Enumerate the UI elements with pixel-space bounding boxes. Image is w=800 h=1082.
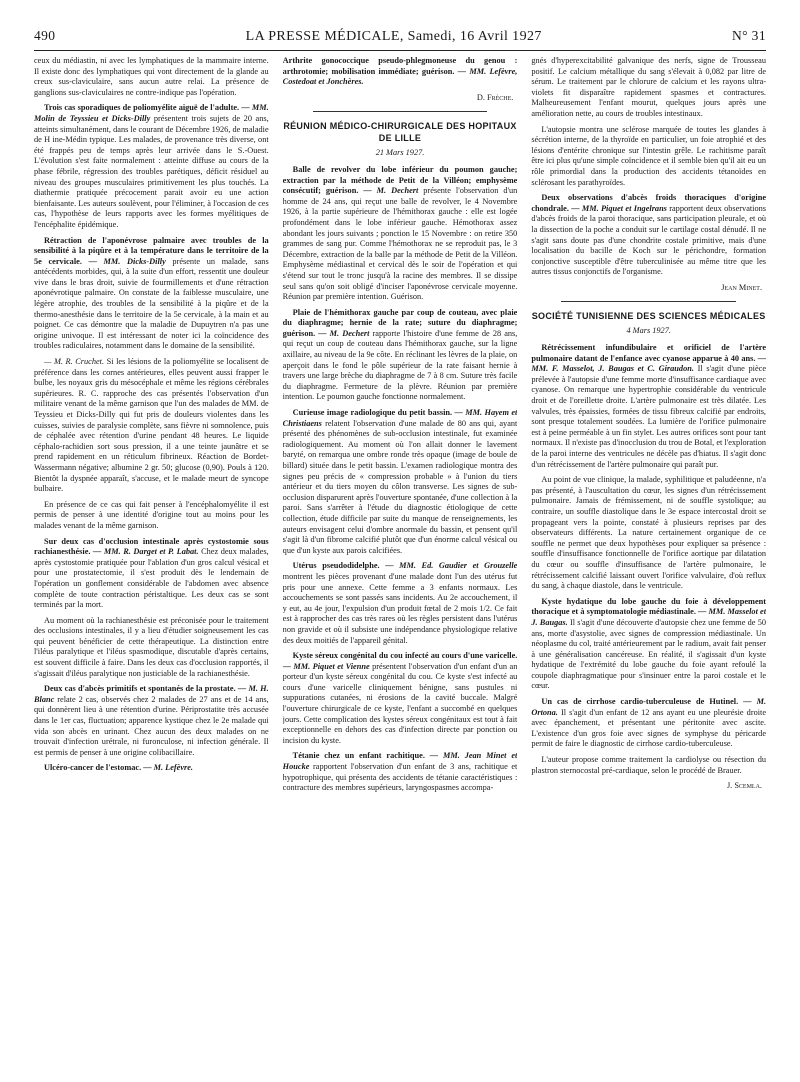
paragraph: ceux du médiastin, ni avec les lymphatiques de la mammaire interne. Il existe donc des lymphatiques qui vont directement de la glande au creux sus-claviculaire, sans aucun autre relai. La présence de ganglions sus-claviculaires ne contre-indique pas l'opération. <box>34 56 269 97</box>
article-uterus <box>283 561 518 646</box>
article-aponevrose <box>34 236 269 353</box>
article-text: Il s'agit d'une découverte d'autopsie chez une femme de 50 ans, morte d'asystolie, avec signes de compression médiastinale. Un néoplasme du col, traité antérieurement par le radium, avait fait penser à une généralisation cancéreuse. En réalité, il s'agissait d'un kyste hydatique de l'extrémité du lobe gauche du foie ayant refoulé la coupole diaphragmatique pour s'insinuer entre la paroi costale et le cœur. <box>531 617 767 691</box>
paragraph: gnés d'hyperexcitabilité galvanique des nerfs, signe de Trousseau positif. Le calcium métallique du sang s'élevait à 0,082 par litre de sérum. Le traitement par le chlorure de calcium et les rayons ultra-violets fit disparaître rapidement spasmes et contractures. Malheureusement l'enfant mourut, quelques jours après une amélioration nette, au cours de troubles intestinaux. <box>531 56 767 118</box>
article-text: présentent l'observation d'un enfant d'un an porteur d'un kyste séreux congénital du cou. Ce kyste s'est infecté au cours d'une varicelle cliniquement bénigne, sans pustules ni suppurations cutanées, ni érosions de la cavité buccale. Malgré l'ouverture chirurgicale de ce kyste, l'enfant a succombé en quelques jours. Cette complication des kystes séreux congénitaux est tout à fait exceptionnelle en dehors des cas d'infection directe par ponction ou incision du kyste. <box>282 661 518 745</box>
article-text: relate 2 cas, observés chez 2 malades de 27 ans et de 14 ans, qui donnèrent lieu à une rétention d'urine. Périprostatite très accusée dans le 1er cas, fluctuation; apparence kystique chez le 2e malade qui vida son abcès en urinant. Chez aucun des deux malades on ne trouvait d'infection urétrale, ni furonculose, ni infection générale. Il est permis de penser à une origine colibacillaire. <box>34 694 269 757</box>
article-columns <box>34 56 766 1076</box>
section-date: 4 Mars 1927. <box>626 326 671 336</box>
article-text: rapportent deux observations d'abcès froids de la paroi thoracique, sans participation pleurale, et où la dissection de la poche a conduit sur le cartilage costal dénudé. Il ne s'agit sans doute pas d'une chondrite costale primitive, mais d'une localisation du bacille de Koch sur le périchondre, formation conjonctive susceptible d'être tuberculinisée au même titre que les autres tissus conjonctifs de l'organisme. <box>531 203 767 277</box>
paragraph: En présence de ce cas qui fait penser à l'encéphalomyélite il est permis de penser à une identité d'origine tout au moins pour les malades venant de la même garnison. <box>34 499 269 530</box>
article-authors: — MM. Ed. Gaudier et Grouzelle <box>385 561 518 571</box>
article-title: Deux cas d'abcès primitifs et spontanés de la prostate. <box>44 684 236 694</box>
column-3 <box>531 56 766 1076</box>
article-title: Ulcéro-cancer de l'estomac. <box>44 763 142 773</box>
article-authors: — MM. F. Masselot, J. Baugas et C. Giraudon. <box>531 353 767 374</box>
article-title: Sur deux cas d'occlusion intestinale après cystostomie sous rachianesthésie. <box>34 536 269 557</box>
article-text: Chez deux malades, après cystostomie pratiquée pour l'ablation d'un gros calcul vésical et pour une prostatectomie, il s'est produit dès le lendemain de l'opération un gonflement considérable de l'abdomen avec absence complète de toute contraction péristaltique. Les deux cas se sont terminés par la mort. <box>34 547 269 610</box>
divider <box>561 301 736 302</box>
article-plaie-hemithorax <box>283 308 518 403</box>
article-text: présente l'observation d'un homme de 24 ans, qui reçut une balle de revolver, le 4 Novembre 1926, à la partie supérieure de l'hémithorax gauche : elle est logée profondément dans le lobe inférieur gauche. Hémothorax assez abondant les jours suivants ; ponction le 15 Novembre : on retire 350 grammes de sang pur. Comme l'hémothorax ne se reproduit pas, le 3 Décembre, extraction de la balle par la méthode de Petit de la Villéon. Emphysème médiastinal et cervical dès le soir de l'opération et qui s'étend sur tout le tronc jusqu'à la racine des membres. Il se dissipe seul sans qu'on soit obligé d'inciser l'aponévrose cervicale moyenne. Réunion par première intention. Guérison. <box>282 186 518 302</box>
article-title: Rétrécissement infundibulaire et orificiel de l'artère pulmonaire datant de l'enfance avec cyanose apparue à 40 ans. <box>531 343 767 363</box>
issue-number: N° 31 <box>731 28 766 43</box>
article-kyste-hydatique <box>531 597 766 692</box>
article-authors: — MM. R. Darget et P. Labat. <box>93 547 199 557</box>
article-authors: — M. Lefèvre. <box>143 763 193 773</box>
section-date: 21 Mars 1927. <box>375 148 425 158</box>
article-title: Tétanie chez un enfant rachitique. <box>292 751 425 761</box>
article-text: rapporte l'histoire d'une femme de 28 ans, qui reçut un coup de couteau dans l'hémithorax gauche, sur la ligne axillaire, au niveau de la 9e côte. En réclinant les lèvres de la plaie, on aperçoit dans le fond le pôle supérieur de la rate faisant hernie à travers une large brèche du diaphragme de 7 à 8 cm. Suture très facile du diaphragme. Fermeture de la plèvre. Réunion par première intention. Le poumon gauche fonctionne normalement. <box>282 328 518 402</box>
article-text: Si les lésions de la poliomyélite se localisent de préférence dans les cornes antérieures, elles peuvent aussi frapper le bulbe, les noyaux gris du mésocéphale et même les régions cérébrales supérieures. R. C. rapproche des cas présentés l'observation d'un militaire venant de la même garnison que l'un des malades de MM. de Teyssieu et Dicks-Dilly qui fut pris de douleurs violentes dans les cuisses, suivies de paralysie complète, sans fièvre ni somnolence, puis de céphalée avec rétention d'urine pendant 48 heures. Le liquide céphalo-rachidien sort sous pression, il a une teinte jaunâtre et se prend rapidement en un réticulum fibrineux. Réaction de Bordet-Wassermann négative; albumine 2 gr. 50; glucose (0,90). Pouls à 120. Bientôt la dyspnée apparaît, s'accuse, et le malade meurt de syncope bulbaire. <box>34 357 269 494</box>
article-prostate <box>34 684 269 758</box>
article-text: relatent l'observation d'une malade de 80 ans qui, ayant présenté des phénomènes de sub-occlusion intestinale, fut examinée radiologiquement. Au moment où l'on allait donner le lavement baryté, on remarqua une ombre ronde très opaque (image de boule de billard) située dans le petit bassin. L'examen radiologique montra des signes peu précis de « compression probable » à l'union du tiers antérieur et du tiers moyen du côlon transverse. Les signes de sub-occlusion disparurent après l'ouverture spontanée, d'une collection à la paroi. Sans s'arrêter à l'étude du diagnostic étiologique de cette collection, étude difficile par suite du manque de renseignements, les auteurs envisagent celui d'ombre anormale du bassin, et pensent qu'il s'agit là d'un fibrome calcifié plutôt que d'un énorme calcul vésical ou que d'un kyste aux parois calcifiées. <box>282 418 518 555</box>
article-tetanie <box>283 751 518 793</box>
article-text: présente un malade, sans antécédents morbides, qui, à la suite d'un effort, ressentit une douleur vive dans le bras droit, suivie de fourmillements et d'une rétraction aponévrotique palmaire. On constate de la faiblesse musculaire, une légère atrophie, des troubles de la sensibilité à la piqûre et de la thermo-anesthésie dans le territoire de la 5e cervicale, à la main et au poignet. Ce cas démontre que la maladie de Dupuytren n'a pas une origine univoque. Il est intéressant de noter ici la coïncidence des troubles radiculaires, notamment dans le domaine de la sensibilité. <box>34 256 269 351</box>
article-title: Kyste hydatique du lobe gauche du foie à développement thoracique et à symptomatologie médiastinale. <box>531 596 767 617</box>
article-authors: — M. Ortona. <box>531 697 767 717</box>
article-authors: — MM. Lefèvre, Costedoat et Jonchères. <box>282 66 518 87</box>
article-authors: — MM. Hayem et Christiaens <box>282 408 518 428</box>
article-title: Deux observations d'abcès froids thoraciques d'origine chondrale. <box>531 193 767 213</box>
article-occlusion <box>34 537 269 611</box>
article-title: Rétraction de l'aponévrose palmaire avec troubles de la sensibilité à la piqûre et à la température dans le territoire de la 5e cervicale. <box>34 235 269 266</box>
section-heading: SOCIÉTÉ TUNISIENNE DES SCIENCES MÉDICALES <box>531 311 766 322</box>
article-kyste-sereux <box>283 651 518 746</box>
article-authors: — MM. Molin de Teyssieu et Dicks-Dilly <box>34 103 269 123</box>
article-title: Arthrite gonococcique pseudo-phlegmoneuse du genou : arthrotomie; mobilisation immédiate; guérison. <box>282 56 518 76</box>
page-number: 490 <box>34 28 56 43</box>
signature: Jean Minet. <box>721 282 763 292</box>
article-title: Kyste séreux congénital du cou infecté au cours d'une varicelle. <box>292 651 518 661</box>
article-authors: — MM. Piquet et Ingelrans <box>571 203 667 213</box>
divider <box>313 111 488 112</box>
column-2 <box>283 56 518 1076</box>
article-authors: — M. R. Cruchet. <box>44 357 105 367</box>
article-authors: — MM. Jean Minet et Houcke <box>282 751 518 772</box>
article-text: rapportent l'observation d'un enfant de 3 ans, rachitique et hypotrophique, qui présenta des accidents de tétanie caractéristiques : contracture des membres supérieurs, laryngospasmes accompa- <box>282 762 518 793</box>
article-balle-revolver <box>283 165 518 303</box>
paragraph: L'auteur propose comme traitement la cardiolyse ou résection du plastron sternocostal pré-cardiaque, selon le procédé de Brauer. <box>531 755 767 775</box>
article-image-radiologique <box>283 408 518 556</box>
article-title: Utérus pseudodidelphe. <box>292 561 380 571</box>
article-title: Curieuse image radiologique du petit bassin. <box>292 408 453 418</box>
article-title: Plaie de l'hémithorax gauche par coup de couteau, avec plaie du diaphragme; hernie de la rate; suture du diaphragme; guérison. <box>282 307 518 338</box>
article-ulcero-cancer <box>34 763 269 774</box>
column-1 <box>34 56 269 1076</box>
article-authors: — M. Dechert <box>363 186 419 196</box>
paragraph: Au moment où la rachianesthésie est préconisée pour le traitement des occlusions intestinales, il y a lieu d'étudier soigneusement les cas qui peuvent bénéficier de cette thérapeutique. La distinction entre l'iléus paralytique et l'iléus spasmodique, discutable d'après certains, est souvent difficile à faire. Dans les deux cas d'occlusion rapportés, il s'agissait d'iléus paralytique non justiciable de la rachianesthésie. <box>34 615 269 678</box>
article-text: présentent trois sujets de 20 ans, atteints simultanément, dans le courant de Décembre 1926, de maladie de H ine-Médin typique. Les malades, de provenance très diverse, ont été frappés peu de temps après leur arrivée dans le S.-Ouest. L'évolution s'est faite normalement : atteinte diffuse au cours de la phase fébrile, régression des troubles parétiques, déficit résiduel au niveau des groupes musculaires primitivement les plus touchés. La diathermie pratiquée précocement parait avoir eu une action bienfaisante. Les auteurs soulèvent, pour l'éliminer, à l'occasion de ces cas, l'hypothèse de leurs rapports avec les formes myélitiques de l'encéphalite épidémique. <box>34 113 269 229</box>
journal-title: LA PRESSE MÉDICALE, Samedi, 16 Avril 1927 <box>245 29 542 44</box>
article-text: Il s'agit d'une pièce prélevée à l'autopsie d'une femme morte d'insuffisance cardiaque avec cyanose. On remarque une hypertrophie considérable du ventricule droit et de l'oreillette droite. L'artère pulmonaire est très dilatée. Les valvules, très épaissies, formées de tissu fibreux calcifié par endroits, sont presque totalement soudées. La lumière de l'orifice pulmonaire est à peine perméable à un fin stylet. Les autres orifices sont pour tant normaux. Il n'existe pas d'inocclusion du trou de Botal, et l'exploration de la paroi interne des ventricules ne décèle pas d'hiatus. Il s'agit donc d'un rétrécissement de l'artère pulmonaire qui paraît pur. <box>531 364 767 469</box>
paragraph: Au point de vue clinique, la malade, syphilitique et paludéenne, n'a pas présenté, à l'auscultation du cœur, les signes d'un rétrécissement pulmonaire. Jamais de frémissement, ni de souffle systolique; au contraire, un souffle diastolique dans le 3e espace intercostal droit se propageant vers la pointe, constaté à plusieurs reprises par des observateurs différents. La nature certainement organique de ce souffle ne permet que deux hypothèses pour expliquer sa présence : souffle d'insuffisance fonctionnelle de l'orifice aortique par dilatation du cœur ou souffle d'insuffisance de l'artère pulmonaire, le rétrécissement calcifié laissant ouvert l'orifice valvulaire, d'où reflux du sang, à chaque diastole, dans le ventricule. <box>531 475 767 591</box>
page-header <box>34 28 766 51</box>
article-poliomyelite <box>34 103 269 230</box>
article-authors: — MM. Piquet et Vienne <box>282 661 370 671</box>
article-title: Trois cas sporadiques de poliomyélite aiguë de l'adulte. <box>44 103 240 113</box>
signature: J. Scemla. <box>726 781 763 791</box>
article-title: Un cas de cirrhose cardio-tuberculeuse de Hutinel. <box>541 697 739 707</box>
paragraph: L'autopsie montra une sclérose marquée de toutes les glandes à sécrétion interne, de la thyroïde en particulier, un foie atrophié et des lésions d'entérite chronique sur l'intestin grêle. Le rachitisme paraît être ici plus qu'une simple coïncidence et il semble bien qu'il ait eu un rôle primordial dans la production des accidents tétanoïdes en sclérosant les parathyroïdes. <box>531 124 767 187</box>
article-authors: — M. Dechert <box>318 328 370 338</box>
article-title: Balle de revolver du lobe inférieur du poumon gauche; extraction par la méthode de Petit de la Villéon; emphysème consécutif; guérison. <box>282 164 518 196</box>
article-cruchet <box>34 357 269 495</box>
article-retrecissement <box>531 343 766 470</box>
section-heading: RÉUNION MÉDICO-CHIRURGICALE DES HOPITAUX DE LILLE <box>283 121 517 144</box>
signature: D. Frèche. <box>476 92 514 102</box>
article-abces-froids <box>531 193 766 278</box>
article-authors: — MM. Dicks-Dilly <box>88 256 166 266</box>
article-text: Il s'agit d'un enfant de 12 ans ayant eu une pleurésie droite avec épanchement, et présentant une péritonite avec ascite. L'existence d'un gros foie avec signes de symphyse du péricarde permit de faire le diagnostic de cirrhose cardio-tuberculeuse. <box>531 707 767 749</box>
article-arthrite <box>283 56 518 88</box>
article-authors: — MM. Masselot et J. Baugas. <box>531 607 767 627</box>
article-cirrhose <box>531 697 766 750</box>
article-authors: — M. H. Blanc <box>34 684 269 704</box>
article-text: montrent les pièces provenant d'une malade dont l'un des utérus fut pris pour une annexe. Cette femme a 3 enfants normaux. Les accouchements se sont passés sans incidents. Au 2e accouchement, il y eut, au 4e jour, l'expulsion d'un produit fœtal de 2 mois 1/2. Ce fait est à rapprocher des cas très rares où les règles persistent dans l'utérus non gravide et où il subsiste une indépendance physiologique relative des deux moitiés de l'appareil génital. <box>282 571 518 645</box>
